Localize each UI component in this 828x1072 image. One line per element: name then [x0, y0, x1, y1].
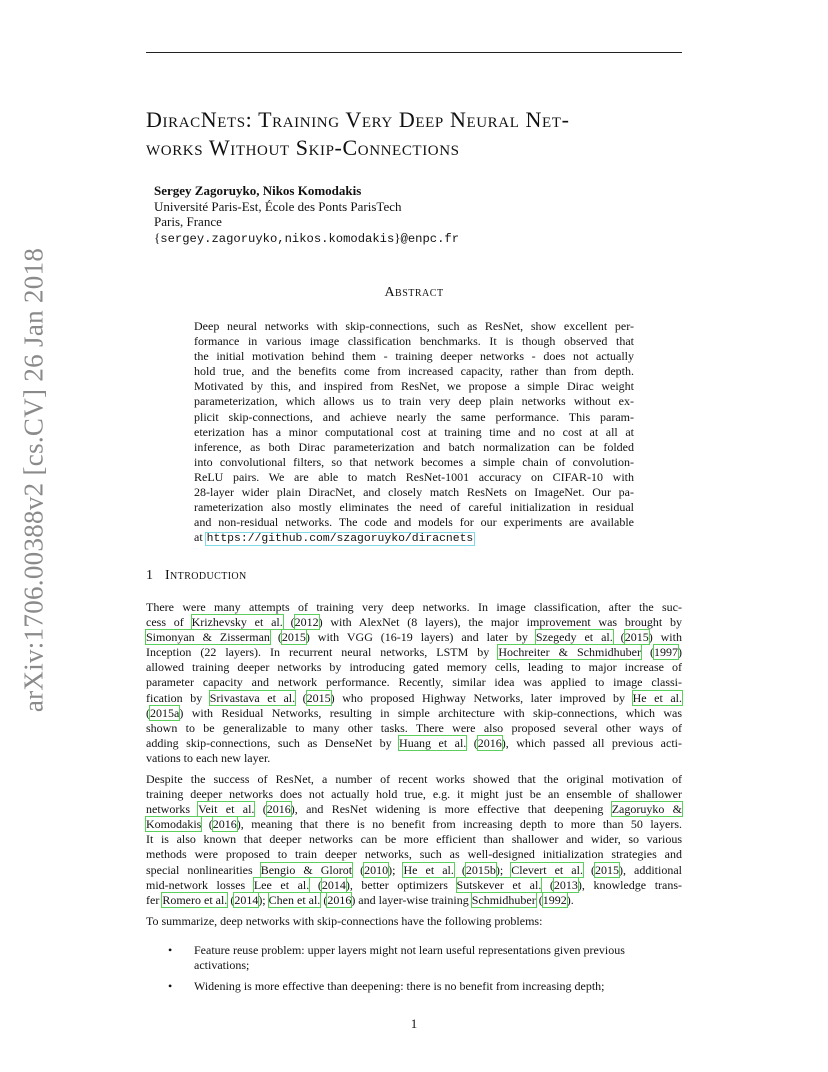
- text-line: (2015a) with Residual Networks, resulting in simple architecture with skip-connections, which was: [146, 705, 682, 720]
- list-item: [146, 979, 682, 994]
- section-number: 1: [146, 568, 153, 583]
- list-item: [146, 943, 682, 973]
- citation-link[interactable]: 2015a: [150, 705, 180, 720]
- abstract-line: parameterization, which allows us to train very deep plain networks without ex-: [194, 394, 634, 409]
- bullet-icon: •: [168, 943, 173, 957]
- citation-link[interactable]: 2015: [624, 630, 649, 645]
- citation-link[interactable]: Romero et al.: [162, 892, 228, 907]
- citation-link[interactable]: 2016: [327, 892, 352, 907]
- citation-link[interactable]: 2013: [553, 877, 578, 892]
- text-line: cess of Krizhevsky et al. (2012) with AlexNet (8 layers), the major improvement was brought by: [146, 615, 682, 630]
- abstract-line: eterization has a minor computational cost at training time and no cost at all at: [194, 424, 634, 439]
- abstract-url-prefix: at: [194, 530, 206, 545]
- email-users: sergey.zagoruyko,nikos.komodakis: [160, 231, 395, 246]
- text-line: adding skip-connections, such as DenseNet by Huang et al. (2016), which passed all previous acti-: [146, 735, 683, 750]
- citation-link[interactable]: Komodakis: [146, 817, 202, 832]
- intro-paragraph-1: [146, 600, 682, 766]
- text-line: To summarize, deep networks with skip-connections have the following problems:: [146, 914, 543, 928]
- intro-paragraph-2: [146, 772, 682, 908]
- abstract-body: [194, 319, 634, 547]
- section-heading: [146, 568, 247, 584]
- email-domain: @enpc.fr: [400, 231, 460, 246]
- title-line-1: DiracNets: Training Very Deep Neural Net-: [146, 107, 570, 132]
- citation-link[interactable]: Krizhevsky et al.: [191, 615, 283, 630]
- abstract-line: Deep neural networks with skip-connections, such as ResNet, show excellent per-: [194, 319, 634, 333]
- text-line: shown to be generalizable to many other tasks. There were also proposed several other ways of: [146, 720, 682, 735]
- page-number: 1: [410, 1016, 418, 1031]
- citation-link[interactable]: Lee et al.: [253, 877, 310, 892]
- abstract-line: into convolutional filters, so that network becomes a simple chain of convolution-: [194, 454, 634, 469]
- citation-link[interactable]: Srivastava et al.: [209, 690, 296, 705]
- email-brace-open: {: [154, 229, 161, 245]
- citation-link[interactable]: 2015b: [465, 862, 496, 877]
- author-names: Sergey Zagoruyko, Nikos Komodakis: [154, 183, 362, 198]
- code-url-link[interactable]: https://github.com/szagoruyko/diracnets: [206, 533, 474, 546]
- abstract-line: hold true, and the benefits come from increased capacity, rather than from depth.: [194, 364, 634, 379]
- citation-link[interactable]: Simonyan & Zisserman: [146, 630, 270, 645]
- text-line: Simonyan & Zisserman (2015) with VGG (16-19 layers) and later by Szegedy et al. (2015) with: [146, 630, 682, 645]
- citation-link[interactable]: He et al.: [403, 862, 454, 877]
- abstract-heading: Abstract: [384, 285, 444, 300]
- citation-link[interactable]: Sutskever et al.: [456, 877, 542, 892]
- citation-link[interactable]: 2015: [281, 630, 306, 645]
- abstract-line: rameterization also mostly eliminates the need of careful initialization in residual: [194, 500, 634, 515]
- author-location: Paris, France: [154, 214, 222, 229]
- list-item-line: Feature reuse problem: upper layers might not learn useful representations given previous: [194, 943, 625, 957]
- citation-link[interactable]: 2015: [594, 862, 619, 877]
- text-line: fication by Srivastava et al. (2015) who proposed Highway Networks, later improved by He et al.: [146, 690, 683, 705]
- abstract-line: [194, 530, 634, 547]
- text-line: parameter capacity and network performance. Recently, similar idea was applied to image classi-: [146, 675, 682, 690]
- abstract-line: ReLU pairs. We are able to match ResNet-1001 accuracy on CIFAR-10 with: [194, 469, 634, 484]
- text-line: There were many attempts of training very deep networks. In image classification, after the suc-: [146, 600, 682, 614]
- citation-link[interactable]: Bengio & Glorot: [260, 862, 353, 877]
- abstract-line: the initial motivation behind them - training deeper networks - does not actually: [194, 349, 634, 364]
- citation-link[interactable]: He et al.: [632, 690, 683, 705]
- citation-link[interactable]: 2016: [266, 802, 291, 817]
- citation-link[interactable]: 2016: [477, 735, 502, 750]
- citation-link[interactable]: Szegedy et al.: [535, 630, 613, 645]
- citation-link[interactable]: Schmidhuber: [471, 892, 536, 907]
- paper-title: [146, 106, 706, 162]
- abstract-line: formance in various image classification benchmarks. It is though observed that: [194, 334, 634, 349]
- citation-link[interactable]: Veit et al.: [198, 802, 255, 817]
- author-affiliation: Université Paris-Est, École des Ponts ParisTech: [154, 198, 402, 214]
- text-line: It is also known that deeper networks can be more efficient than shallower and wider, so various: [146, 832, 682, 847]
- text-line: Komodakis (2016), meaning that there is no benefit from increasing depth to more than 50 layers.: [146, 817, 683, 832]
- email-brace-close: }: [394, 229, 401, 245]
- author-email: [154, 230, 459, 248]
- text-line: special nonlinearities Bengio & Glorot (2010); He et al. (2015b); Clevert et al. (2015), additional: [146, 862, 682, 877]
- abstract-line: plicit skip-connections, and achieve nearly the same performance. This param-: [194, 409, 634, 424]
- citation-link[interactable]: 2012: [294, 615, 319, 630]
- text-line: vations to each new layer.: [146, 750, 271, 765]
- abstract-line: 28-layer wider plain DiracNet, and closely match ResNets on ImageNet. Our pa-: [194, 485, 634, 500]
- abstract-line: inference, as both Dirac parameterization and batch normalization can be folded: [194, 439, 634, 454]
- citation-link[interactable]: 2016: [212, 817, 237, 832]
- citation-link[interactable]: Huang et al.: [399, 735, 467, 750]
- citation-link[interactable]: Chen et al.: [268, 892, 321, 907]
- list-item-line: Widening is more effective than deepening: there is no benefit from increasing depth;: [194, 979, 605, 994]
- citation-link[interactable]: 2010: [364, 862, 389, 877]
- abstract-line: Motivated by this, and inspired from ResNet, we propose a simple Dirac weight: [194, 379, 634, 394]
- section-title: Introduction: [165, 568, 247, 583]
- citation-link[interactable]: Hochreiter & Schmidhuber: [498, 645, 641, 660]
- text-line: fer Romero et al. (2014); Chen et al. (2016) and layer-wise training Schmidhuber (1992).: [146, 892, 574, 907]
- citation-link[interactable]: 1997: [654, 645, 678, 660]
- bullet-icon: •: [168, 979, 173, 994]
- citation-link[interactable]: Zagoruyko &: [611, 802, 682, 817]
- citation-link[interactable]: 2015: [306, 690, 331, 705]
- header-rule: [146, 52, 682, 53]
- intro-paragraph-3: [146, 914, 682, 929]
- author-block: [154, 183, 459, 247]
- text-line: mid-network losses Lee et al. (2014), better optimizers Sutskever et al. (2013), knowledge trans-: [146, 877, 683, 892]
- arxiv-identifier: arXiv:1706.00388v2 [cs.CV] 26 Jan 2018: [18, 247, 49, 713]
- text-line: allowed training deeper networks by introducing gated memory cells, leading to major increase of: [146, 660, 682, 675]
- problem-list: [146, 943, 682, 1000]
- title-line-2: works Without Skip-Connections: [146, 135, 460, 160]
- text-line: Despite the success of ResNet, a number of recent works showed that the original motivation of: [146, 772, 682, 786]
- text-line: networks Veit et al. (2016), and ResNet widening is more effective that deepening Zagoruyko &: [146, 802, 682, 817]
- citation-link[interactable]: Clevert et al.: [511, 862, 583, 877]
- abstract-line: and non-residual networks. The code and models for our experiments are available: [194, 515, 634, 530]
- text-line: training deeper networks does not actually hold true, e.g. it might just be an ensemble of shallower: [146, 787, 682, 802]
- list-item-line: activations;: [194, 958, 250, 973]
- citation-link[interactable]: 1992: [542, 892, 567, 907]
- text-line: Inception (22 layers). In recurrent neural networks, LSTM by Hochreiter & Schmidhuber (1997): [146, 645, 682, 660]
- citation-link[interactable]: 2014: [321, 877, 346, 892]
- text-line: methods were proposed to train deeper networks, such as well-designed initialization strategies and: [146, 847, 682, 862]
- citation-link[interactable]: 2014: [234, 892, 259, 907]
